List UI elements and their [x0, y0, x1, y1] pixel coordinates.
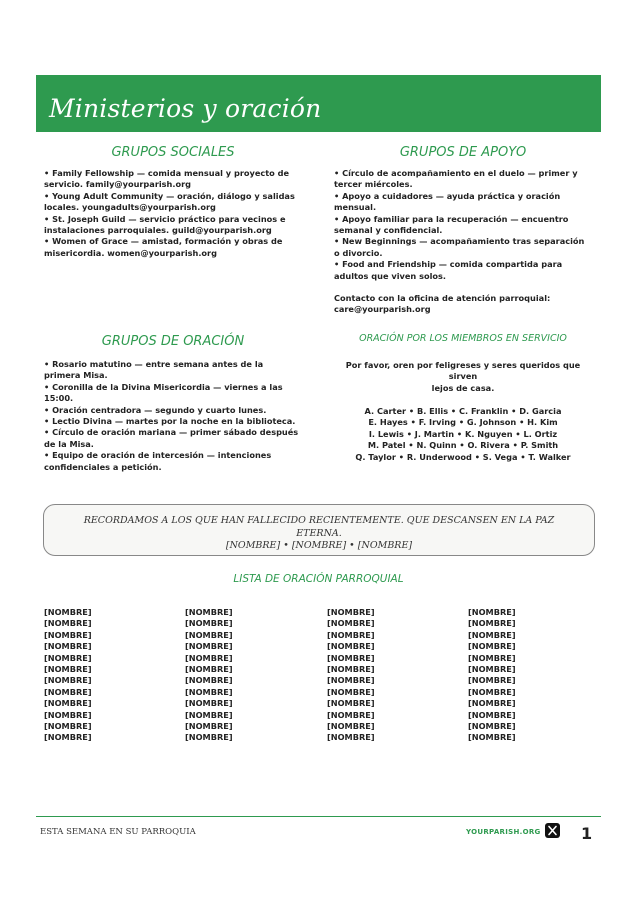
memorial-names: [NOMBRE] • [NOMBRE] • [NOMBRE]	[225, 540, 413, 551]
list-item: • St. Joseph Guild — servicio práctico para vecinos e instalaciones parroquiales. guild@yourparish.org	[44, 213, 286, 236]
service-names-row: E. Hayes • F. Irving • G. Johnson • H. Kim	[368, 417, 558, 428]
list-item: [NOMBRE]	[185, 629, 233, 640]
list-item: [NOMBRE]	[327, 709, 375, 720]
prayer-groups-title: GRUPOS DE ORACIÓN	[101, 334, 245, 349]
list-item: [NOMBRE]	[185, 652, 233, 663]
support-groups-title: GRUPOS DE APOYO	[399, 145, 527, 160]
service-names-row: M. Patel • N. Quinn • O. Rivera • P. Smith	[367, 440, 559, 451]
list-item: [NOMBRE]	[468, 709, 516, 720]
list-item: [NOMBRE]	[327, 686, 375, 697]
list-item: [NOMBRE]	[468, 664, 516, 675]
x-logo-icon[interactable]	[545, 823, 560, 838]
list-item: [NOMBRE]	[468, 686, 516, 697]
list-item: [NOMBRE]	[44, 675, 92, 686]
list-item: • Oración centradora — segundo y cuarto lunes.	[44, 404, 267, 415]
list-item: [NOMBRE]	[468, 698, 516, 709]
list-item: [NOMBRE]	[468, 732, 516, 743]
service-names-row: I. Lewis • J. Martin • K. Nguyen • L. Ortiz	[368, 428, 558, 439]
list-item: • Círculo de acompañamiento en el duelo — primer y tercer miércoles.	[334, 168, 578, 190]
prayer-list-column	[468, 607, 516, 744]
list-item: [NOMBRE]	[44, 641, 92, 652]
footer-divider	[36, 816, 601, 817]
memorial-text: RECORDAMOS A LOS QUE HAN FALLECIDO RECIENTEMENTE. QUE DESCANSEN EN LA PAZ ETERNA.	[83, 515, 555, 539]
footer-website-link[interactable]: YOURPARISH.ORG	[466, 828, 541, 836]
list-item: [NOMBRE]	[44, 709, 92, 720]
list-item: [NOMBRE]	[327, 675, 375, 686]
list-item: [NOMBRE]	[185, 675, 233, 686]
service-intro-line: Por favor, oren por feligreses y seres queridos que sirven	[345, 360, 581, 382]
service-names-row: A. Carter • B. Ellis • C. Franklin • D. Garcia	[364, 406, 562, 416]
list-item: • Coronilla de la Divina Misericordia — viernes a las 15:00.	[44, 381, 283, 404]
list-item: [NOMBRE]	[468, 607, 516, 617]
list-item: [NOMBRE]	[44, 732, 92, 743]
social-groups-title: GRUPOS SOCIALES	[111, 145, 235, 160]
list-item: [NOMBRE]	[327, 641, 375, 652]
header-banner	[36, 75, 601, 132]
list-item: • Lectio Divina — martes por la noche en la biblioteca.	[44, 416, 296, 427]
prayer-list-column	[185, 607, 233, 744]
list-item: [NOMBRE]	[468, 721, 516, 732]
list-item: [NOMBRE]	[468, 618, 516, 629]
social-groups-list	[44, 168, 302, 259]
prayer-list-column	[327, 607, 375, 744]
list-item: [NOMBRE]	[185, 607, 233, 617]
list-item: [NOMBRE]	[185, 721, 233, 732]
list-item: • Equipo de oración de intercesión — intenciones confidenciales a petición.	[44, 450, 272, 472]
list-item: [NOMBRE]	[327, 607, 375, 617]
page-number: 1	[581, 824, 593, 843]
list-item: • Círculo de oración mariana — primer sábado después de la Misa.	[44, 427, 299, 449]
list-item: [NOMBRE]	[185, 664, 233, 675]
list-item: [NOMBRE]	[468, 629, 516, 640]
list-item: • Food and Friendship — comida compartida para adultos que viven solos.	[334, 259, 563, 281]
footer-tagline: ESTA SEMANA EN SU PARROQUIA	[40, 827, 196, 837]
list-item: [NOMBRE]	[44, 652, 92, 663]
list-item: [NOMBRE]	[185, 709, 233, 720]
support-groups-list	[334, 168, 592, 282]
list-item: • Young Adult Community — oración, diálogo y salidas locales. youngadults@yourparish.org	[44, 190, 295, 213]
list-item: [NOMBRE]	[327, 732, 375, 743]
prayer-groups-list	[44, 359, 302, 473]
page-title: Ministerios y oración	[49, 94, 322, 123]
list-item: [NOMBRE]	[44, 721, 92, 732]
list-item: [NOMBRE]	[327, 721, 375, 732]
list-item: [NOMBRE]	[468, 641, 516, 652]
list-item: [NOMBRE]	[468, 675, 516, 686]
list-item: • Apoyo a cuidadores — ayuda práctica y oración mensual.	[334, 190, 561, 213]
list-item: [NOMBRE]	[44, 618, 92, 629]
memorial-box	[43, 504, 595, 556]
list-item: [NOMBRE]	[44, 664, 92, 675]
x-logo-glyph	[545, 823, 560, 838]
list-item: • Apoyo familiar para la recuperación — encuentro semanal y confidencial.	[334, 213, 569, 236]
service-names	[334, 406, 592, 463]
list-item: • Women of Grace — amistad, formación y obras de misericordia. women@yourparish.org	[44, 236, 283, 258]
list-item: [NOMBRE]	[327, 618, 375, 629]
service-members-title: ORACIÓN POR LOS MIEMBROS EN SERVICIO	[359, 333, 567, 344]
service-names-row: Q. Taylor • R. Underwood • S. Vega • T. Walker	[355, 451, 571, 462]
parish-prayer-list-title: LISTA DE ORACIÓN PARROQUIAL	[233, 573, 404, 585]
list-item: [NOMBRE]	[44, 629, 92, 640]
care-contact	[334, 293, 592, 316]
list-item: • Rosario matutino — entre semana antes de la primera Misa.	[44, 359, 264, 381]
list-item: [NOMBRE]	[468, 652, 516, 663]
list-item: • New Beginnings — acompañamiento tras separación o divorcio.	[334, 236, 585, 258]
care-contact-email[interactable]: care@yourparish.org	[334, 304, 431, 315]
list-item: [NOMBRE]	[185, 641, 233, 652]
list-item: [NOMBRE]	[185, 618, 233, 629]
list-item: [NOMBRE]	[327, 698, 375, 709]
list-item: • Family Fellowship — comida mensual y proyecto de servicio. family@yourparish.org	[44, 168, 290, 190]
list-item: [NOMBRE]	[185, 732, 233, 743]
list-item: [NOMBRE]	[327, 652, 375, 663]
list-item: [NOMBRE]	[44, 698, 92, 709]
list-item: [NOMBRE]	[327, 664, 375, 675]
list-item: [NOMBRE]	[185, 698, 233, 709]
list-item: [NOMBRE]	[185, 686, 233, 697]
list-item: [NOMBRE]	[44, 607, 92, 617]
care-contact-label: Contacto con la oficina de atención parroquial:	[334, 293, 551, 303]
list-item: [NOMBRE]	[44, 686, 92, 697]
service-intro	[334, 360, 592, 394]
prayer-list-column	[44, 607, 92, 744]
service-intro-line: lejos de casa.	[431, 382, 495, 393]
list-item: [NOMBRE]	[327, 629, 375, 640]
